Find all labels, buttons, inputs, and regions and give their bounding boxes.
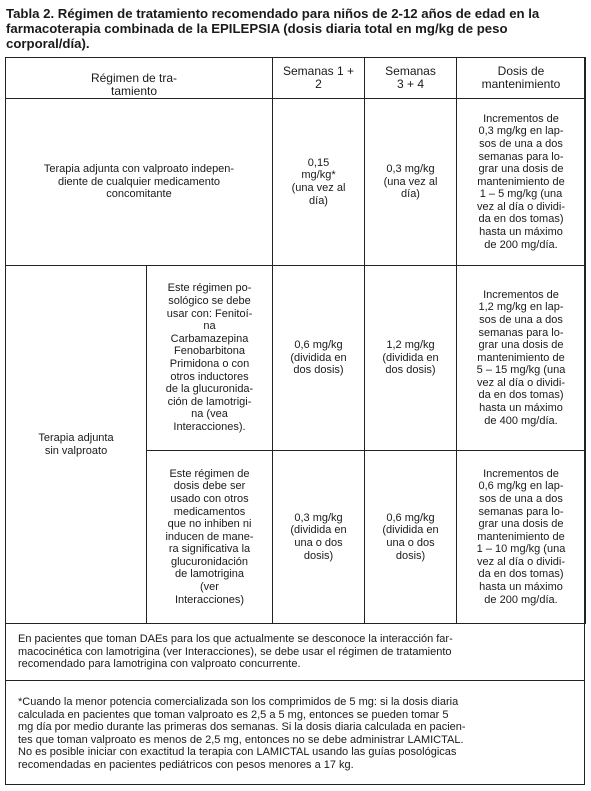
row1-mantenimiento: Incrementos de 0,3 mg/kg en lap- sos de una a dos semanas para lo- grar una dosis de mantenimiento de 1 – 5 mg/kg (una vez al día o dividi- da en dos tomas) hasta un máximo de 200 mg/día. — [457, 99, 586, 266]
header-regimen: Régimen de tra- tamiento — [6, 58, 273, 99]
header-mantenimiento: Dosis de mantenimiento — [457, 58, 586, 99]
row2-mantenimiento: Incrementos de 1,2 mg/kg en lap- sos de una a dos semanas para lo- grar una dosis de mantenimiento de 5 – 15 mg/kg (una vez al día o dividi- da en dos tomas) hasta un máximo de 400 mg/día. — [457, 266, 586, 451]
row1-semanas-3-4: 0,3 mg/kg (una vez al día) — [365, 99, 457, 266]
group-label-sin-valproato: Terapia adjunta sin valproato — [6, 266, 147, 624]
row3-semanas-3-4: 0,6 mg/kg (dividida en una o dos dosis) — [365, 451, 457, 624]
footnote-asterisk: *Cuando la menor potencia comercializada son los comprimidos de 5 mg: si la dosis diaria calculada en pacientes que toman valproato es 2,5 a 5 mg, entonces se pueden tomar 5 mg día por medio durante las primeras dos semanas. Si la dosis diaria calculada en pacien- tes que toman valproato es menos de 2,5 mg, entonces no se debe administrar LAMICTAL. No es posible iniciar con exactitud la terapia con LAMICTAL usando las guías posológicas recomendadas en pacientes pediátricos con pesos menores a 17 kg. — [18, 696, 466, 771]
dosage-table — [5, 57, 586, 624]
row3-semanas-1-2: 0,3 mg/kg (dividida en una o dos dosis) — [273, 451, 365, 624]
row2-semanas-1-2: 0,6 mg/kg (dividida en dos dosis) — [273, 266, 365, 451]
row3-mantenimiento: Incrementos de 0,6 mg/kg en lap- sos de una a dos semanas para lo- grar una dosis de mantenimiento de 1 – 10 mg/kg (una vez al día o dividi- da en dos tomas) hasta un máximo de 200 mg/día. — [457, 451, 586, 624]
table-header-row — [6, 58, 586, 99]
table-title: Tabla 2. Régimen de tratamiento recomendado para niños de 2-12 años de edad en la farmacoterapia combinada de la EPILEPSIA (dosis diaria total en mg/kg de peso corporal/día). — [6, 6, 540, 51]
row2-semanas-3-4: 1,2 mg/kg (dividida en dos dosis) — [365, 266, 457, 451]
table-row — [6, 266, 586, 451]
row2-condicion: Este régimen po- sológico se debe usar con: Fenitoí- na Carbamazepina Fenobarbitona Primidona o con otros inductores de la glucuronida- ción de lamotrigi- na (vea Interacciones). — [147, 266, 273, 451]
row1-regimen: Terapia adjunta con valproato indepen- diente de cualquier medicamento concomitante — [6, 99, 273, 266]
row3-condicion: Este régimen de dosis debe ser usado con otros medicamentos que no inhiben ni inducen de mane- ra significativa la glucuronidación de lamotrigina (ver Interacciones) — [147, 451, 273, 624]
table-row — [6, 99, 586, 266]
note-daes: En pacientes que toman DAEs para los que actualmente se desconoce la interacción far- macocinética con lamotrigina (ver Interacciones), se debe usar el régimen de tratamiento recomendado para lamotrigina con valproato concurrente. — [18, 633, 453, 671]
header-semanas-1-2: Semanas 1 + 2 — [273, 58, 365, 99]
notes-divider — [5, 680, 585, 681]
header-semanas-3-4: Semanas 3 + 4 — [365, 58, 457, 99]
row1-semanas-1-2: 0,15 mg/kg* (una vez al día) — [273, 99, 365, 266]
